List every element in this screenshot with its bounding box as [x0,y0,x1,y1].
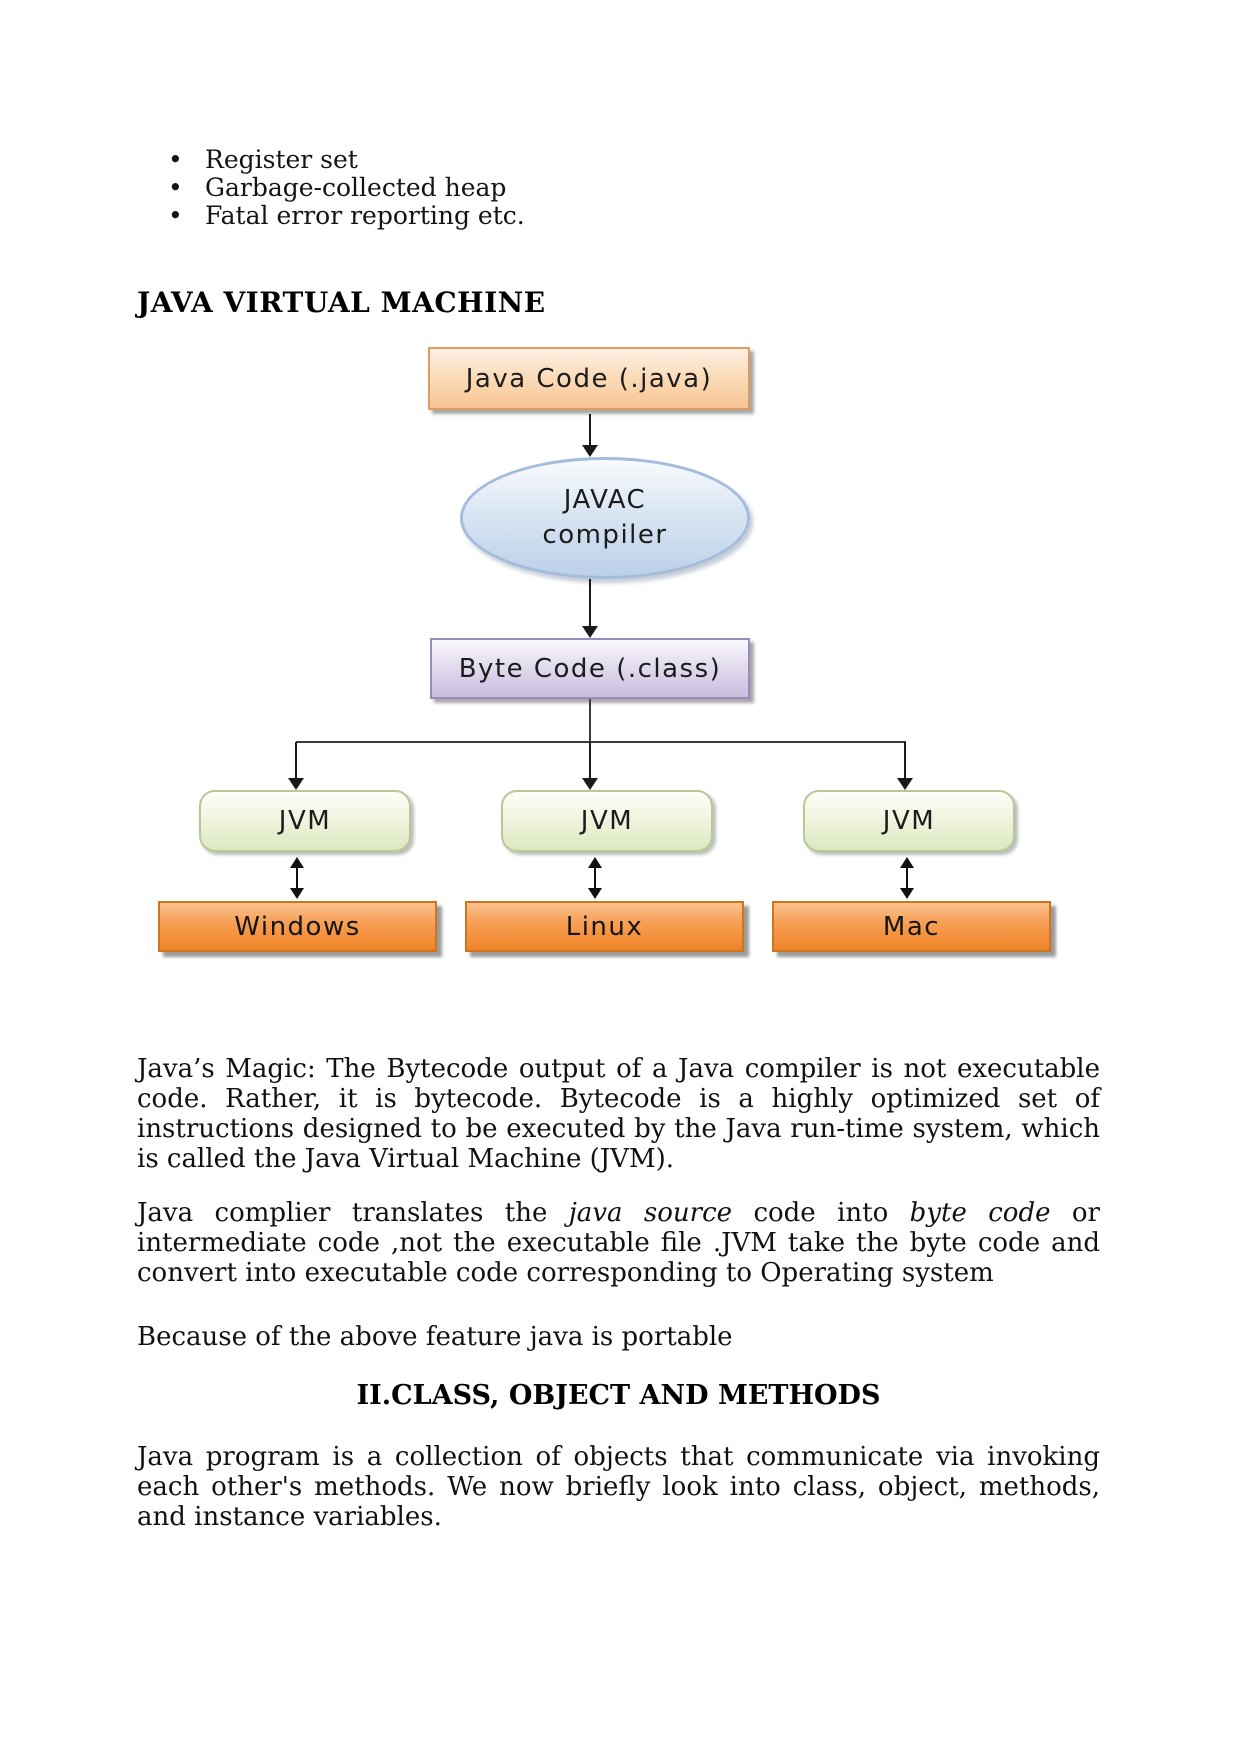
javac-label-line1: JAVAC [563,485,647,515]
jvm-node [199,790,411,852]
jvm-node [501,790,713,852]
javac-label-line2: compiler [542,520,668,550]
arrow-down-icon [897,742,913,790]
section-heading-jvm: JAVA VIRTUAL MACHINE [137,286,546,319]
bullet-list [168,146,525,230]
paragraph-class-object: Java program is a collection of objects that communicate via invoking each other's methods. We now briefly look into class, object, methods, and instance variables. [137,1442,1100,1532]
arrow-down-icon [582,742,598,790]
paragraph-portable: Because of the above feature java is portable [137,1322,733,1352]
double-arrow-line [296,866,298,890]
double-arrow-line [906,866,908,890]
bullet-icon: • [168,201,183,230]
os-node-windows [158,901,437,952]
text-segment: or intermediate code ,not the executable file .JVM take the byte code and convert into executable code corresponding to Operating system [137,1198,1100,1288]
java-code-node [428,347,750,410]
jvm-architecture-diagram [0,330,1240,980]
connector-line [589,699,591,742]
os-label: Linux [565,911,644,942]
os-label: Windows [234,911,361,942]
text-segment: Java complier translates the [137,1198,569,1228]
bullet-text: Register set [205,145,358,174]
os-node-mac [772,901,1051,952]
double-arrow-icon [290,857,304,899]
list-item [168,202,525,230]
jvm-label: JVM [882,806,936,836]
double-arrow-icon [588,857,602,899]
arrow-down-icon [582,579,598,638]
paragraph-compiler-translate [137,1198,1100,1288]
javac-compiler-node [460,457,750,579]
bullet-text: Fatal error reporting etc. [205,201,525,230]
text-segment-italic: byte code [909,1198,1051,1228]
double-arrow-icon [900,857,914,899]
os-node-linux [465,901,744,952]
bullet-icon: • [168,145,183,174]
section-heading-class-object: II.CLASS, OBJECT AND METHODS [356,1380,881,1411]
jvm-label: JVM [580,806,634,836]
arrow-down-icon [288,742,304,790]
jvm-label: JVM [278,806,332,836]
bullet-text: Garbage-collected heap [205,173,507,202]
jvm-node [803,790,1015,852]
arrow-down-icon [582,414,598,457]
os-label: Mac [882,911,941,942]
list-item [168,146,525,174]
java-code-label: Java Code (.java) [465,363,713,394]
paragraph-javas-magic: Java’s Magic: The Bytecode output of a Java compiler is not executable code. Rather, it is bytecode. Bytecode is a highly optimized set of instructions designed to be executed by the Java run-time system, which is called the Java Virtual Machine (JVM). [137,1054,1100,1174]
connector-line [296,741,906,743]
double-arrow-line [594,866,596,890]
text-segment-italic: java source [568,1198,733,1228]
bullet-icon: • [168,173,183,202]
text-segment: code into [732,1198,910,1228]
byte-code-node [430,638,750,699]
list-item [168,174,525,202]
byte-code-label: Byte Code (.class) [458,653,722,684]
